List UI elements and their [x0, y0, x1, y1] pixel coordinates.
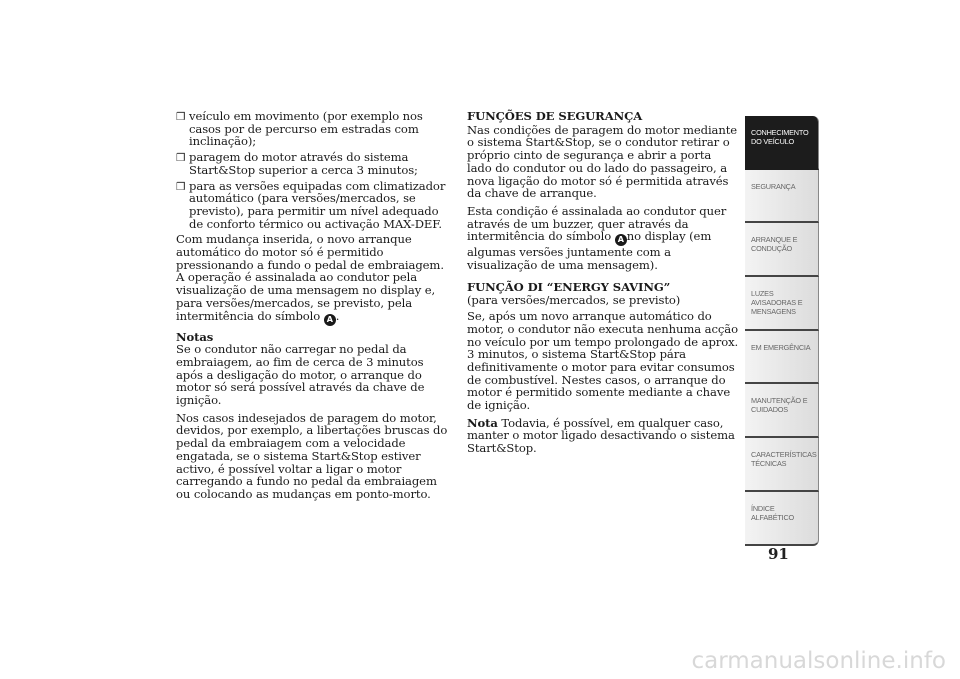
- checkbox-bullet-icon: ❒: [176, 180, 186, 193]
- checkbox-bullet-icon: ❒: [176, 111, 186, 123]
- section-heading-safety: FUNÇÕES DE SEGURANÇA: [467, 109, 643, 123]
- paragraph: Esta condição é assinalada ao condutor quer através de um buzzer, quer através da intermitência do símbolo A no display (em algumas versões juntamente com a visualização de uma mensagem).: [467, 203, 727, 273]
- watermark: carmanualsonline.info: [691, 648, 946, 674]
- page-number: 91: [768, 545, 789, 563]
- section-heading-energy-saving: FUNÇÃO DI “ENERGY SAVING”: [467, 279, 671, 294]
- start-stop-symbol-icon: A: [324, 314, 336, 326]
- checkbox-bullet-icon: ❒: [176, 152, 186, 165]
- paragraph: Nas condições de paragem do motor mediante o sistema Start&Stop, se o condutor retirar o próprio cinto de segurança e abrir a porta lado do condutor ou do lado do passageiro, a nova ligação do motor só é permitida através da chave de arranque.: [467, 122, 738, 201]
- list-item: ❒ para as versões equipadas com climatizador automático (para versões/mercados, se previsto), para permitir um nível adequado de conforto térmico ou activação MAX-DEF.: [176, 178, 446, 231]
- notes-heading: Notas: [176, 329, 214, 344]
- paragraph: Se o condutor não carregar no pedal da embraiagem, ao fim de cerca de 3 minutos após a desligação do motor, o arranque do motor só será possível através da chave de ignição.: [176, 342, 425, 408]
- sidebar-tab-luzes[interactable]: LUZES AVISADORAS E MENSAGENS: [745, 277, 819, 331]
- sidebar-tab-indice[interactable]: ÍNDICE ALFABÉTICO: [745, 492, 819, 546]
- left-column: [176, 110, 448, 506]
- list-item: ❒ paragem do motor através do sistema Start&Stop superior a cerca 3 minutos;: [176, 150, 418, 177]
- paragraph: Com mudança inserida, o novo arranque automático do motor só é permitido pressionando a fundo o pedal de embraiagem. A operação é assinalada ao condutor pela visualização de uma mensagem no display e, para versões/mercados, se previsto, pela intermitência do símbolo A .: [176, 232, 444, 324]
- note-label: Nota: [467, 415, 498, 430]
- start-stop-symbol-icon: A: [615, 234, 627, 246]
- sidebar-tab-conhecimento[interactable]: CONHECIMENTO DO VEÍCULO: [745, 116, 819, 170]
- section-subheading: (para versões/mercados, se previsto): [467, 293, 681, 308]
- chapter-sidebar: [745, 116, 819, 546]
- note-paragraph: Nota Todavia, é possível, em qualquer caso, manter o motor ligado desactivando o sistema Start&Stop.: [467, 415, 735, 456]
- list-item: ❒ veículo em movimento (por exemplo nos casos por de percurso em estradas com inclinação);: [176, 109, 423, 149]
- paragraph: Se, após um novo arranque automático do motor, o condutor não executa nenhuma acção no veículo por um tempo prolongado de aprox. 3 minutos, o sistema Start&Stop pára definitivamente o motor para evitar consumos de combustível. Nestes casos, o arranque do motor é permitido somente mediante a chave de ignição.: [467, 309, 739, 413]
- sidebar-tab-caracteristicas[interactable]: CARACTERÍSTICAS TÉCNICAS: [745, 438, 819, 492]
- sidebar-tab-arranque[interactable]: ARRANQUE E CONDUÇÃO: [745, 223, 819, 277]
- sidebar-tab-manutencao[interactable]: MANUTENÇÃO E CUIDADOS: [745, 384, 819, 438]
- sidebar-tab-emergencia[interactable]: EM EMERGÊNCIA: [745, 331, 819, 385]
- paragraph: Nos casos indesejados de paragem do motor, devidos, por exemplo, a libertações bruscas do pedal da embraiagem com a velocidade engatada, se o sistema Start&Stop estiver activo, é possível voltar a ligar o motor carregando a fundo no pedal da embraiagem ou colocando as mudanças em ponto-morto.: [176, 410, 448, 501]
- right-column: [467, 110, 739, 460]
- sidebar-tab-seguranca[interactable]: SEGURANÇA: [745, 170, 819, 224]
